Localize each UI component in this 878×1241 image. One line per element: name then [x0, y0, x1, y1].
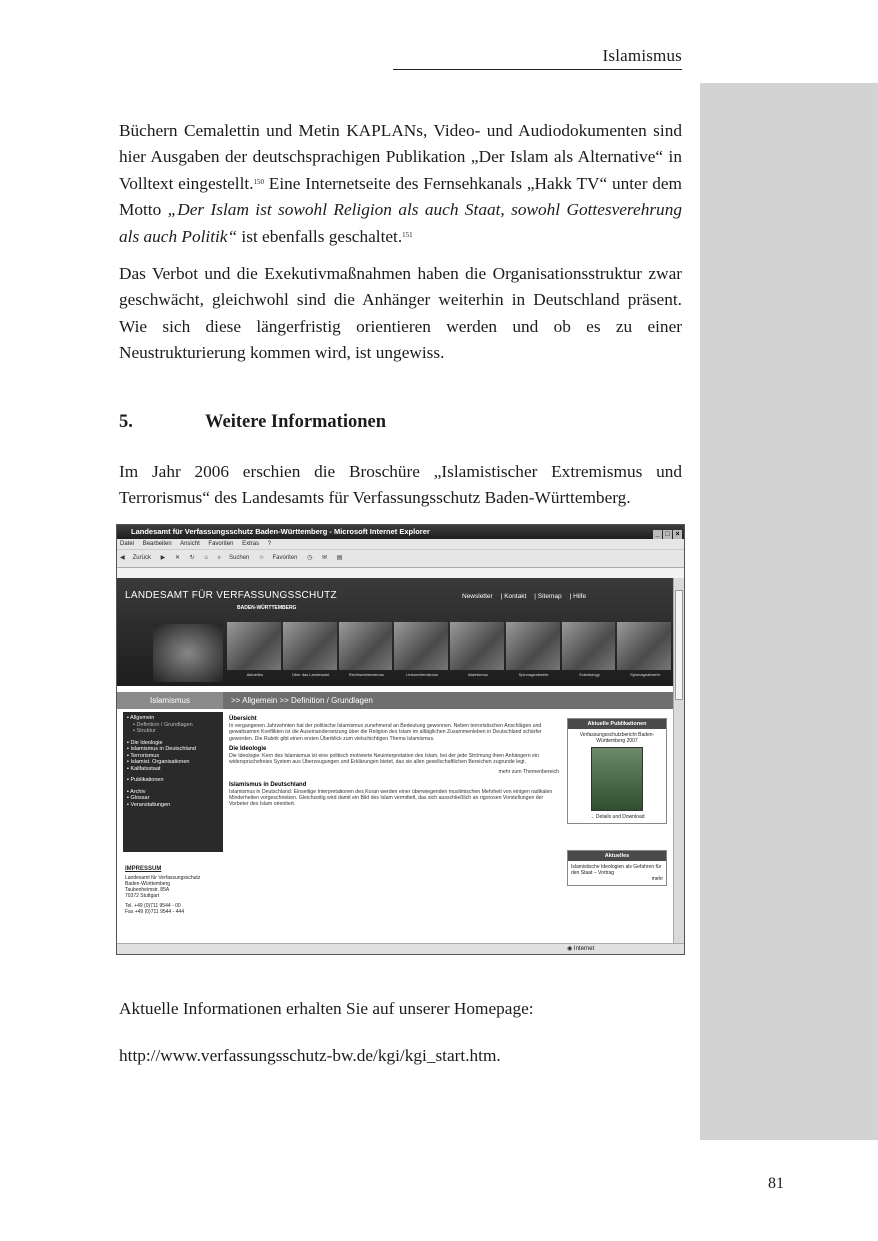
menu-datei: Datei [120, 541, 135, 547]
minimize-icon: _ [653, 530, 662, 539]
motto: „Der Islam ist sowohl Religion als auch Staat, sowohl Gottesverehrung als auch Politik“ [119, 200, 682, 246]
site-region: BADEN-WÜRTTEMBERG [237, 605, 297, 611]
strip-image [562, 622, 616, 670]
leftnav-item: ▪ Allgemein [127, 715, 155, 721]
menu-bar [117, 539, 684, 550]
publication-name: Verfassungsschutzbericht Baden-Württemberg 2007 [579, 732, 655, 744]
publications-box [567, 718, 667, 824]
strip-nav-item: Spionageabwehr [518, 672, 549, 677]
footnote-151: 151 [402, 230, 413, 239]
section-label: Islamismus [117, 692, 223, 709]
menu-ansicht: Ansicht [180, 541, 200, 547]
leftnav-item: ▪ Publikationen [127, 777, 164, 783]
paragraph-3: Im Jahr 2006 erschien die Broschüre „Islamistischer Extremismus und Terrorismus“ des Landesamts für Verfassungsschutz Baden-Württemberg. [119, 462, 682, 508]
content-paragraph: Die Ideologie: Kern des Islamismus ist eine politisch motivierte Neuinterpretation des Islam, bei der jede Strömung ihren Anhängern ein widerspruchsfreies System aus Überzeugungen und Erklärungen bietet, das sie allen gesellschaftlichen Bereichen zugrunde legt. [229, 753, 539, 766]
homepage-url: http://www.verfassungsschutz-bw.de/kgi/kgi_start.htm. [119, 1046, 501, 1065]
p1-end: ist ebenfalls geschaltet. [237, 226, 403, 246]
status-zone [567, 944, 594, 954]
impressum [125, 866, 225, 915]
forward-icon: ▶ [160, 555, 166, 561]
strip-nav-item: Scientology [579, 672, 600, 677]
print-icon: ▤ [336, 555, 343, 561]
strip-nav-item: Islamismus [467, 672, 488, 677]
leftnav-item: ▪ Terrorismus [127, 752, 160, 759]
menu-bearbeiten: Bearbeiten [142, 541, 172, 547]
breadcrumb: >> Allgemein >> Definition / Grundlagen [231, 696, 373, 705]
strip-image [506, 622, 560, 670]
site-title: LANDESAMT FÜR VERFASSUNGSSCHUTZ [125, 590, 337, 601]
breadcrumb-bar [117, 692, 673, 709]
left-nav [123, 712, 223, 852]
leftnav-item: ▪ Islamismus in Deutschland [127, 746, 196, 752]
maximize-icon: □ [663, 530, 672, 539]
impressum-line: Baden-Württemberg [125, 881, 171, 887]
refresh-icon: ↻ [189, 555, 195, 561]
impressum-line: 70372 Stuttgart [125, 893, 160, 899]
strip-nav-item: Rechtsextremismus [348, 672, 384, 677]
scrollbar-thumb [675, 590, 683, 700]
back-icon: ◀ [120, 555, 125, 561]
p1-cont: Eine Internetseite des Fernsehkanals „Hakk TV“ unter dem Motto [119, 173, 682, 220]
image-strip [227, 622, 673, 670]
leftnav-item: ▪ Glossar [127, 795, 150, 801]
menu-favoriten: Favoriten [208, 541, 234, 547]
search-label: Suchen [229, 555, 250, 561]
leftnav-subitem: ▪ Definition / Grundlagen [133, 721, 193, 728]
stop-icon: ✕ [174, 555, 180, 561]
p1-text: Büchern Cemalettin und Metin KAPLANs, Video- und Audiodokumenten sind hier Ausgaben der deutschsprachigen Publikation „Der Islam als Alternative“ in Volltext eingestellt. [119, 121, 682, 193]
window-title: Landesamt für Verfassungsschutz Baden-Württemberg - Microsoft Internet Explorer [131, 527, 430, 536]
strip-nav-item: Spionageabwehr [630, 672, 661, 677]
paragraph-1 [119, 118, 682, 250]
strip-nav-item: Linksextremismus [406, 672, 439, 677]
section-number: 5. [119, 412, 133, 432]
strip-nav [227, 672, 673, 682]
more-link: mehr zum Themenbereich [498, 769, 559, 776]
running-header: Islamismus [602, 46, 682, 65]
strip-image [339, 622, 393, 670]
news-box [567, 850, 667, 886]
strip-nav-item: Aktuelles [246, 672, 263, 677]
section-title: Weitere Informationen [205, 412, 387, 432]
close-icon: × [673, 530, 682, 539]
info-text: Aktuelle Informationen erhalten Sie auf unserer Homepage: [119, 999, 534, 1018]
site-banner [117, 578, 673, 686]
impressum-title: IMPRESSUM [125, 866, 162, 872]
vertical-scrollbar [673, 578, 684, 943]
window-controls [652, 527, 682, 541]
content-heading: Übersicht [229, 716, 257, 722]
impressum-line: Fax +49 (0)711 9544 - 444 [125, 909, 184, 915]
history-icon: ◷ [307, 555, 313, 561]
menu-help: ? [267, 541, 272, 547]
leftnav-item: ▪ Kalifatsstaat [127, 765, 161, 772]
leftnav-item: ▪ Die Ideologie [127, 739, 163, 746]
menu-extras: Extras [242, 541, 260, 547]
nav-kontakt: Kontakt [504, 593, 527, 600]
main-content [229, 716, 559, 811]
top-nav: Newsletter | Kontakt | Sitemap | Hilfe [462, 593, 587, 600]
publication-link: → Details und Download [589, 814, 645, 820]
favorites-icon: ☆ [259, 555, 265, 561]
header-rule [393, 69, 682, 70]
news-title: Aktuelles [568, 851, 666, 861]
news-more: mehr [651, 876, 663, 882]
favorites-label: Favoriten [272, 555, 298, 561]
impressum-line: Tel. +49 (0)711 9544 - 00 [125, 903, 181, 909]
impressum-line: Taubenheimstr. 85A [125, 887, 170, 893]
globe-icon: ◉ [567, 946, 573, 952]
leftnav-item: ▪ Veranstaltungen [127, 801, 171, 808]
paragraph-2: Das Verbot und die Exekutivmaßnahmen haben die Organisationsstruktur zwar geschwächt, gleichwohl sind die Anhänger weiterhin in Deutschland präsent. Wie sich diese längerfristig orientieren werden und ob es zu einer Neustrukturierung kommen wird, ist ungewiss. [119, 264, 682, 363]
strip-image [394, 622, 448, 670]
content-paragraph: In vergangenen Jahrzehnten hat der politische Islamismus zunehmend an Bedeutung gewonnen. Neben terroristischen Anschlägen und gewaltsamen Konflikten ist die Auseinandersetzung über die Religion des Islam im alltäglichen Zusammenleben in Deutschland schärfer geworden. Die Rubrik gibt einen ersten Überblick zum vielschichtigen Thema Islamismus. [229, 723, 542, 742]
publications-title: Aktuelle Publikationen [568, 719, 666, 729]
status-bar [117, 943, 684, 954]
leftnav-item: ▪ Islamist. Organisationen [127, 759, 190, 765]
website-screenshot [116, 524, 685, 955]
footnote-150: 150 [253, 177, 265, 186]
site-logo [153, 624, 223, 682]
margin-sidebar [700, 83, 878, 1140]
strip-image [450, 622, 504, 670]
content-paragraph: Islamismus in Deutschland: Einseitige Interpretationen des Koran werden einer überwiegenden muslimischen Mehrheit von einigen radikalen Minderheiten vorgeschrieben. Gleichzeitig wird damit ein Bild des Islam vermittelt, das sich ausschließlich an rigorosen Vorstellungen der Vorbeter des Islam orientiert. [229, 788, 553, 808]
mail-icon: ✉ [322, 555, 328, 561]
publication-cover [591, 747, 643, 811]
strip-image [283, 622, 337, 670]
strip-nav-item: Über das Landesamt [292, 672, 330, 677]
leftnav-item: ▪ Archiv [127, 788, 146, 795]
impressum-line: Landesamt für Verfassungsschutz [125, 875, 201, 881]
browser-viewport [117, 578, 673, 943]
content-heading: Islamismus in Deutschland [229, 781, 307, 788]
status-text: Internet [573, 946, 595, 952]
nav-sitemap: Sitemap [537, 593, 562, 600]
nav-hilfe: Hilfe [573, 593, 587, 600]
leftnav-subitem: ▪ Struktur [133, 728, 156, 734]
home-icon: ⌂ [204, 555, 208, 561]
page-number: 81 [768, 1175, 784, 1192]
strip-image [617, 622, 671, 670]
browser-toolbar [117, 550, 684, 568]
back-label: Zurück [132, 555, 151, 561]
search-icon: ⌕ [217, 555, 222, 561]
strip-image [227, 622, 281, 670]
window-titlebar [117, 525, 684, 539]
section-heading [119, 412, 386, 433]
content-heading: Die Ideologie [229, 745, 267, 752]
nav-newsletter: Newsletter [462, 593, 493, 600]
news-text: Islamistische Ideologien als Gefahren für den Staat – Vortrag [571, 864, 662, 876]
